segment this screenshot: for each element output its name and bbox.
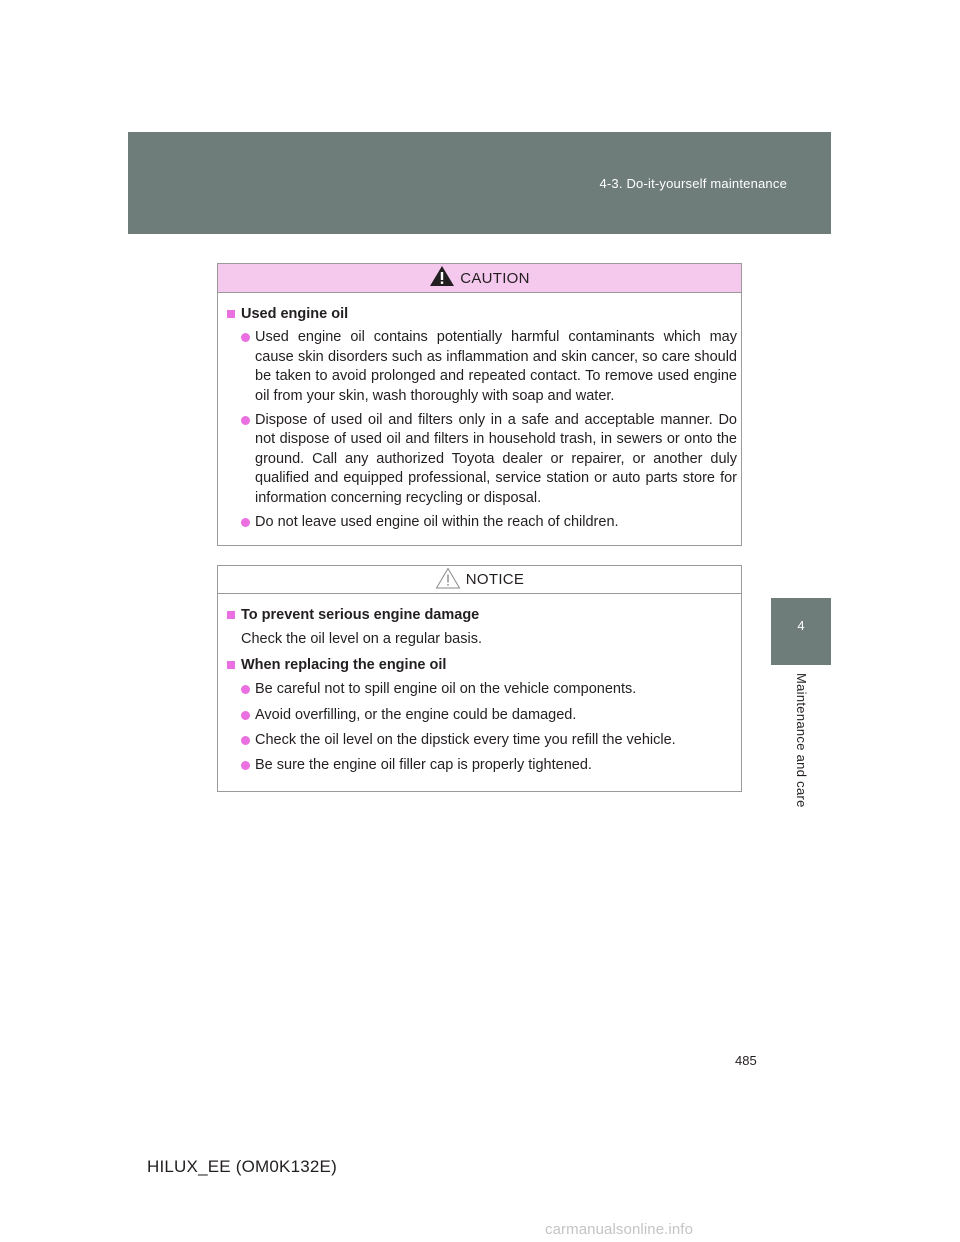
chapter-number: 4 bbox=[797, 618, 805, 633]
notice-panel bbox=[217, 565, 742, 792]
caution-body bbox=[218, 293, 741, 532]
notice-text: Check the oil level on a regular basis. bbox=[241, 631, 482, 648]
notice-bullet: Be sure the engine oil filler cap is properly tightened. bbox=[224, 756, 737, 775]
section-title: 4-3. Do-it-yourself maintenance bbox=[599, 176, 787, 191]
notice-header bbox=[218, 566, 741, 594]
watermark: carmanualsonline.info bbox=[545, 1221, 694, 1238]
notice-bullet: Avoid overfilling, or the engine could be damaged. bbox=[224, 706, 737, 725]
notice-heading-replacing-oil: When replacing the engine oil bbox=[224, 656, 737, 675]
caution-bullet: Dispose of used oil and filters only in a safe and acceptable manner. Do not dispose of used oil and filters in household trash, in sewers or onto the ground. Call any authorized Toyota dealer or repairer, or another duly qualified and equipped professional, service station or auto parts store for information concerning recycling or disposal. bbox=[224, 411, 737, 508]
caution-bullet: Used engine oil contains potentially harmful contaminants which may cause skin disorders such as inflammation and skin cancer, so care should be taken to avoid prolonged and repeated contact. To remove used engine oil from your skin, wash thoroughly with soap and water. bbox=[224, 328, 737, 406]
page-number: 485 bbox=[735, 1053, 757, 1068]
notice-heading-engine-damage: To prevent serious engine damage bbox=[224, 606, 737, 625]
caution-panel bbox=[217, 263, 742, 546]
warning-filled-icon bbox=[429, 265, 455, 287]
model-code: HILUX_EE (OM0K132E) bbox=[147, 1157, 337, 1176]
header-band bbox=[128, 132, 831, 234]
chapter-label: Maintenance and care bbox=[794, 673, 809, 808]
caution-header bbox=[218, 264, 741, 293]
chapter-tab[interactable] bbox=[771, 598, 831, 665]
caution-title: CAUTION bbox=[460, 269, 530, 287]
warning-outline-icon bbox=[435, 567, 461, 589]
caution-bullet: Do not leave used engine oil within the reach of children. bbox=[224, 513, 737, 532]
notice-bullet: Check the oil level on the dipstick every time you refill the vehicle. bbox=[224, 731, 737, 750]
caution-heading: Used engine oil bbox=[224, 305, 737, 324]
notice-title: NOTICE bbox=[465, 571, 525, 588]
notice-body bbox=[218, 594, 741, 776]
notice-bullet: Be careful not to spill engine oil on the vehicle components. bbox=[224, 680, 737, 699]
